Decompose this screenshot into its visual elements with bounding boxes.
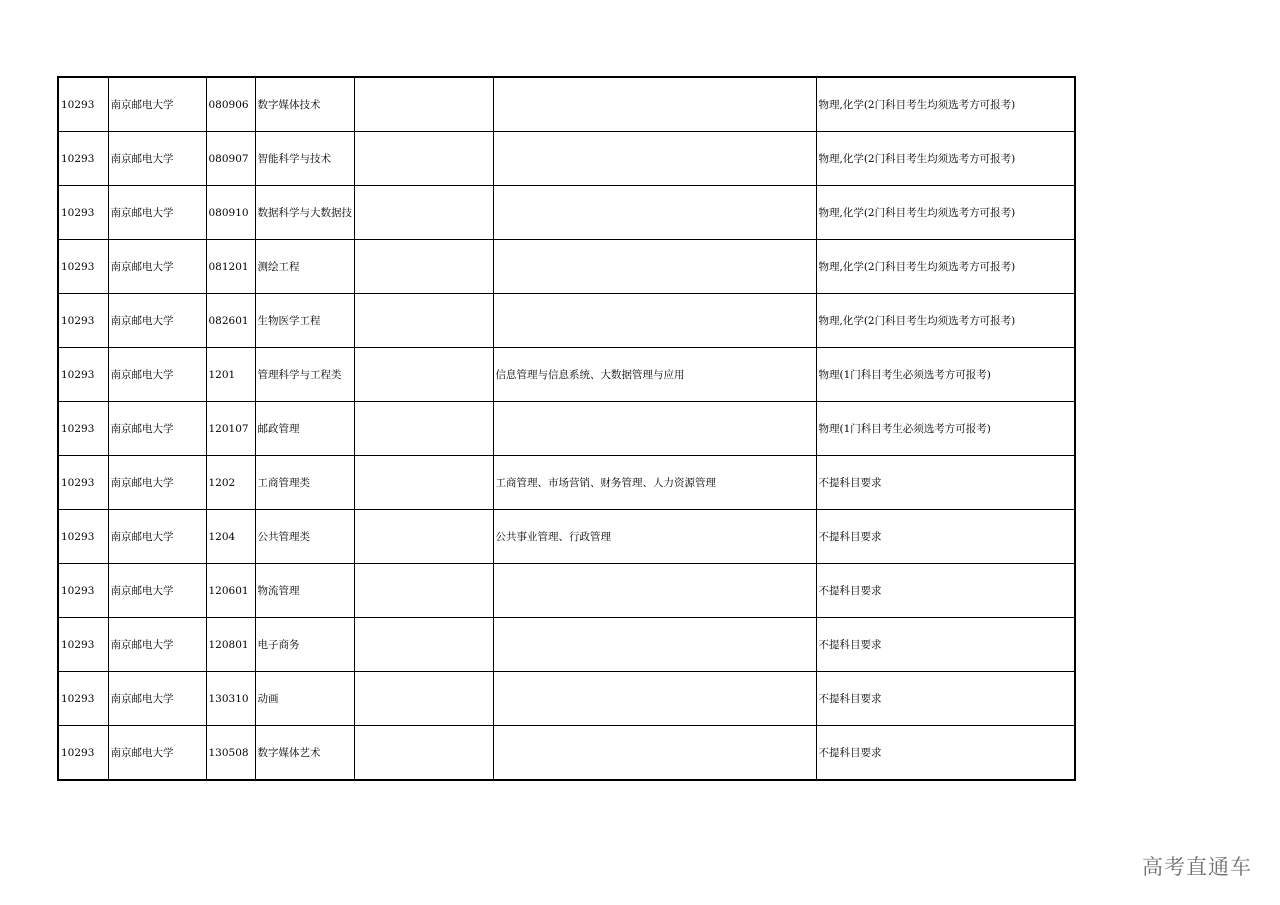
watermark-text: 高考直通车 <box>1142 855 1252 879</box>
major-code-cell: 080910 <box>206 186 255 240</box>
included-majors-cell <box>493 402 816 456</box>
school-code-cell: 10293 <box>58 672 108 726</box>
table-row <box>58 564 1075 618</box>
table-row <box>58 456 1075 510</box>
school-code-cell: 10293 <box>58 294 108 348</box>
major-code-cell: 120801 <box>206 618 255 672</box>
major-name-cell: 公共管理类 <box>255 510 354 564</box>
school-code-cell: 10293 <box>58 132 108 186</box>
category-cell <box>354 186 493 240</box>
included-majors-cell <box>493 294 816 348</box>
school-code-cell: 10293 <box>58 348 108 402</box>
table-row <box>58 294 1075 348</box>
school-code-cell: 10293 <box>58 456 108 510</box>
school-name-cell: 南京邮电大学 <box>108 132 206 186</box>
school-name-cell: 南京邮电大学 <box>108 726 206 781</box>
subject-requirement-cell: 物理,化学(2门科目考生均须选考方可报考) <box>816 132 1075 186</box>
subject-requirements-table <box>57 76 1076 781</box>
table-row <box>58 132 1075 186</box>
subject-requirement-cell: 物理(1门科目考生必须选考方可报考) <box>816 348 1075 402</box>
school-name-cell: 南京邮电大学 <box>108 618 206 672</box>
included-majors-cell <box>493 672 816 726</box>
subject-requirement-cell: 物理(1门科目考生必须选考方可报考) <box>816 402 1075 456</box>
major-code-cell: 080906 <box>206 77 255 132</box>
category-cell <box>354 77 493 132</box>
subject-requirement-cell: 不提科目要求 <box>816 618 1075 672</box>
major-name-cell: 工商管理类 <box>255 456 354 510</box>
table-row <box>58 726 1075 781</box>
subject-requirement-cell: 物理,化学(2门科目考生均须选考方可报考) <box>816 186 1075 240</box>
included-majors-cell: 信息管理与信息系统、大数据管理与应用 <box>493 348 816 402</box>
school-name-cell: 南京邮电大学 <box>108 402 206 456</box>
category-cell <box>354 132 493 186</box>
included-majors-cell <box>493 186 816 240</box>
table-row <box>58 240 1075 294</box>
subject-requirement-cell: 不提科目要求 <box>816 672 1075 726</box>
subject-requirement-cell: 不提科目要求 <box>816 564 1075 618</box>
category-cell <box>354 456 493 510</box>
major-code-cell: 1202 <box>206 456 255 510</box>
major-code-cell: 082601 <box>206 294 255 348</box>
major-code-cell: 081201 <box>206 240 255 294</box>
major-name-cell: 管理科学与工程类 <box>255 348 354 402</box>
school-name-cell: 南京邮电大学 <box>108 456 206 510</box>
school-code-cell: 10293 <box>58 564 108 618</box>
category-cell <box>354 564 493 618</box>
school-code-cell: 10293 <box>58 77 108 132</box>
subject-requirement-cell: 物理,化学(2门科目考生均须选考方可报考) <box>816 77 1075 132</box>
included-majors-cell <box>493 564 816 618</box>
school-code-cell: 10293 <box>58 618 108 672</box>
category-cell <box>354 726 493 781</box>
subject-requirement-cell: 不提科目要求 <box>816 456 1075 510</box>
table-row <box>58 348 1075 402</box>
category-cell <box>354 510 493 564</box>
subject-requirement-cell: 物理,化学(2门科目考生均须选考方可报考) <box>816 240 1075 294</box>
category-cell <box>354 348 493 402</box>
major-name-cell: 动画 <box>255 672 354 726</box>
school-name-cell: 南京邮电大学 <box>108 348 206 402</box>
category-cell <box>354 672 493 726</box>
major-name-cell: 数字媒体技术 <box>255 77 354 132</box>
major-code-cell: 080907 <box>206 132 255 186</box>
school-name-cell: 南京邮电大学 <box>108 564 206 618</box>
school-name-cell: 南京邮电大学 <box>108 77 206 132</box>
school-name-cell: 南京邮电大学 <box>108 186 206 240</box>
major-code-cell: 120107 <box>206 402 255 456</box>
included-majors-cell <box>493 77 816 132</box>
major-name-cell: 数据科学与大数据技 <box>255 186 354 240</box>
included-majors-cell: 公共事业管理、行政管理 <box>493 510 816 564</box>
school-code-cell: 10293 <box>58 726 108 781</box>
category-cell <box>354 240 493 294</box>
subject-requirement-cell: 不提科目要求 <box>816 510 1075 564</box>
major-code-cell: 130508 <box>206 726 255 781</box>
school-name-cell: 南京邮电大学 <box>108 510 206 564</box>
major-name-cell: 物流管理 <box>255 564 354 618</box>
table-body <box>58 77 1075 780</box>
major-name-cell: 智能科学与技术 <box>255 132 354 186</box>
major-name-cell: 数字媒体艺术 <box>255 726 354 781</box>
table-row <box>58 618 1075 672</box>
included-majors-cell <box>493 618 816 672</box>
major-name-cell: 电子商务 <box>255 618 354 672</box>
major-code-cell: 1201 <box>206 348 255 402</box>
major-name-cell: 生物医学工程 <box>255 294 354 348</box>
subject-requirement-cell: 物理,化学(2门科目考生均须选考方可报考) <box>816 294 1075 348</box>
school-code-cell: 10293 <box>58 402 108 456</box>
included-majors-cell <box>493 726 816 781</box>
table-row <box>58 672 1075 726</box>
category-cell <box>354 294 493 348</box>
major-code-cell: 130310 <box>206 672 255 726</box>
category-cell <box>354 618 493 672</box>
table-row <box>58 77 1075 132</box>
category-cell <box>354 402 493 456</box>
table-row <box>58 510 1075 564</box>
included-majors-cell <box>493 240 816 294</box>
major-code-cell: 1204 <box>206 510 255 564</box>
major-code-cell: 120601 <box>206 564 255 618</box>
table-row <box>58 402 1075 456</box>
school-name-cell: 南京邮电大学 <box>108 240 206 294</box>
included-majors-cell <box>493 132 816 186</box>
major-name-cell: 测绘工程 <box>255 240 354 294</box>
table-row <box>58 186 1075 240</box>
major-name-cell: 邮政管理 <box>255 402 354 456</box>
included-majors-cell: 工商管理、市场营销、财务管理、人力资源管理 <box>493 456 816 510</box>
school-name-cell: 南京邮电大学 <box>108 294 206 348</box>
school-name-cell: 南京邮电大学 <box>108 672 206 726</box>
school-code-cell: 10293 <box>58 510 108 564</box>
subject-requirement-cell: 不提科目要求 <box>816 726 1075 781</box>
school-code-cell: 10293 <box>58 186 108 240</box>
school-code-cell: 10293 <box>58 240 108 294</box>
